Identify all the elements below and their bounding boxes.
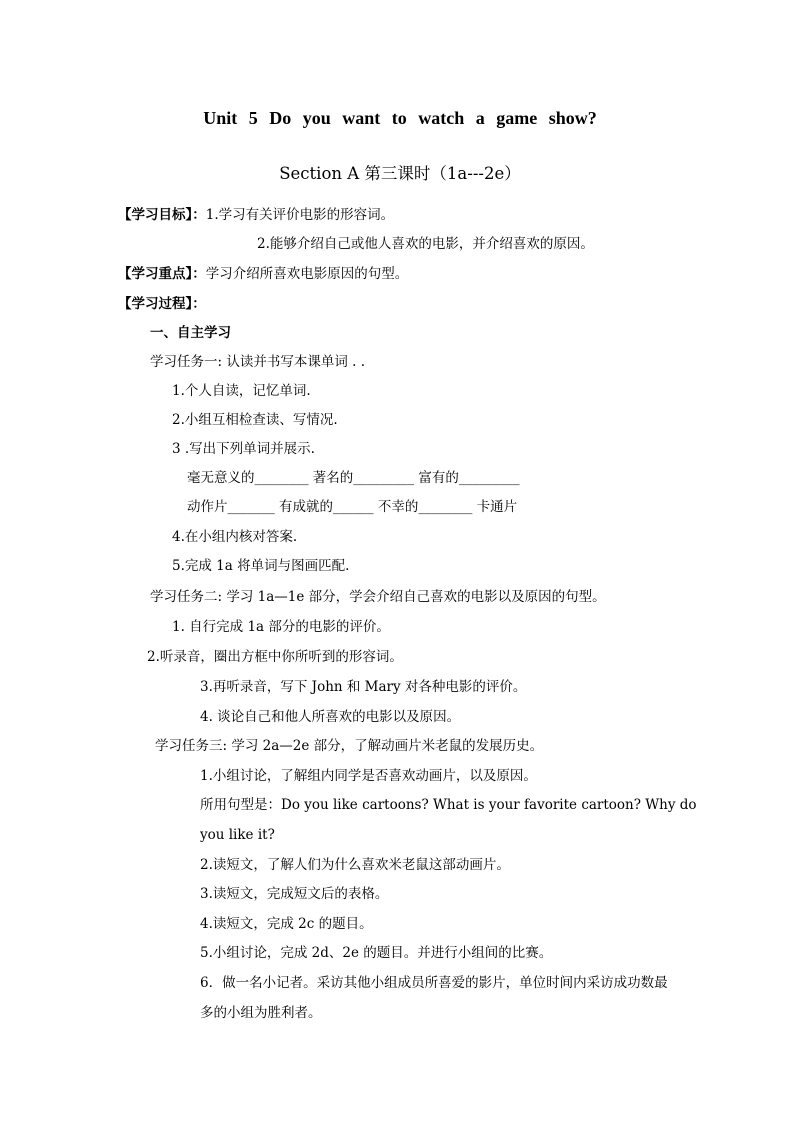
process-label: 【学习过程】： [118, 296, 206, 312]
focus-line [118, 265, 408, 283]
task-2-heading: 学习任务二: 学习 1a—1e 部分，学会介绍自己喜欢的电影以及原因的句型。 [150, 589, 606, 605]
objective-1: 1.学习有关评价电影的形容词。 [205, 207, 395, 223]
task-3-step-1: 1.小组讨论，了解组内同学是否喜欢动画片，以及原因。 [200, 768, 537, 784]
objectives-line [118, 206, 394, 224]
vocab-row-2: 动作片_______ 有成就的______ 不幸的________ 卡通片 [187, 499, 518, 515]
task-2-step-1: 1. 自行完成 1a 部分的电影的评价。 [172, 619, 390, 635]
focus-text: 学习介绍所喜欢电影原因的句型。 [205, 266, 409, 282]
task-3-step-6-cont: 多的小组为胜利者。 [200, 1005, 322, 1021]
task-3-heading: 学习任务三: 学习 2a—2e 部分，了解动画片米老鼠的发展历史。 [155, 738, 544, 754]
section-heading-1: 一、自主学习 [150, 325, 231, 341]
page-subtitle: Section A 第三课时（1a---2e） [279, 164, 521, 183]
task-3-step-3: 3.读短文，完成短文后的表格。 [200, 886, 389, 902]
task-1-step-4: 4.在小组内核对答案. [172, 529, 298, 545]
task-1-step-3: 3 .写出下列单词并展示. [172, 441, 315, 457]
task-3-step-1-patterns: 所用句型是：Do you like cartoons? What is your favorite cartoon? Why do [200, 797, 697, 813]
task-1-heading: 学习任务一: 认读并书写本课单词 . . [150, 354, 366, 370]
page-title: Unit 5 Do you want to watch a game show? [203, 108, 597, 128]
task-3-step-2: 2.读短文，了解人们为什么喜欢米老鼠这部动画片。 [200, 857, 510, 873]
task-2-step-4: 4. 谈论自己和他人所喜欢的电影以及原因。 [200, 709, 461, 725]
objectives-label: 【学习目标】： [118, 207, 206, 223]
task-3-step-4: 4.读短文，完成 2c 的题目。 [200, 916, 373, 932]
vocab-row-1: 毫无意义的________ 著名的_________ 富有的_________ [187, 470, 520, 486]
task-3-step-1-patterns-cont: you like it? [200, 827, 275, 843]
task-1-step-2: 2.小组互相检查读、写情况. [172, 412, 338, 428]
task-2-step-3: 3.再听录音，写下 John 和 Mary 对各种电影的评价。 [200, 679, 527, 695]
objective-2: 2.能够介绍自己或他人喜欢的电影，并介绍喜欢的原因。 [257, 236, 594, 252]
task-3-step-5: 5.小组讨论，完成 2d、2e 的题目。并进行小组间的比赛。 [200, 945, 553, 961]
focus-label: 【学习重点】： [118, 266, 206, 282]
task-3-step-6: 6．做一名小记者。采访其他小组成员所喜爱的影片，单位时间内采访成功数最 [200, 975, 668, 991]
task-1-step-1: 1.个人自读，记忆单词. [172, 383, 311, 399]
task-2-step-2: 2.听录音，圈出方框中你所听到的形容词。 [147, 649, 403, 665]
task-1-step-5: 5.完成 1a 将单词与图画匹配. [172, 558, 350, 574]
